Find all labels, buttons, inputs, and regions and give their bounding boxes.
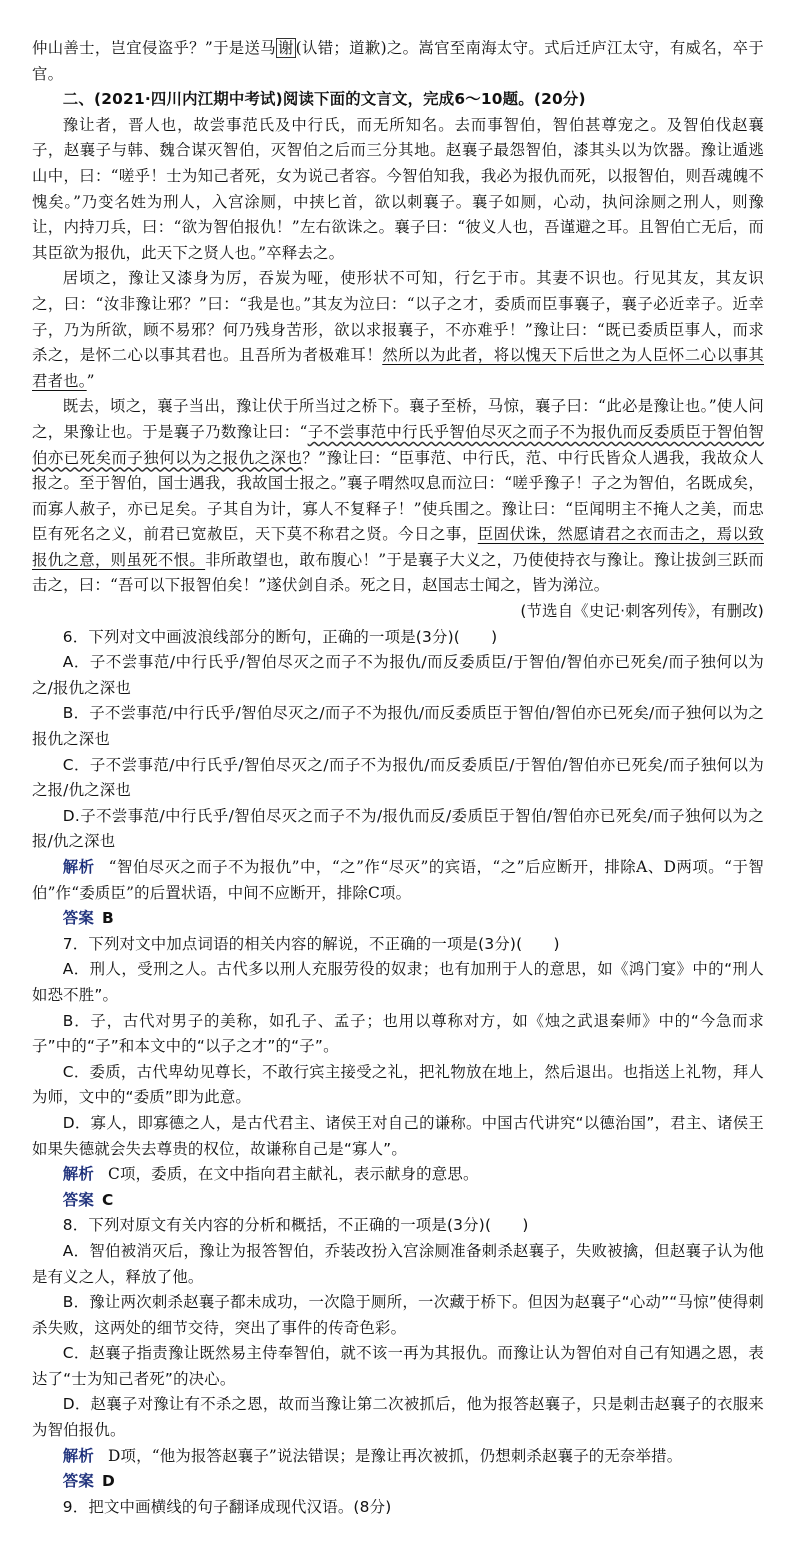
analysis-text: D项，“他为报答赵襄子”说法错误；是豫让再次被抓，仍想刺杀赵襄子的无奈举措。 [107,1446,683,1465]
passage-paragraph-1: 豫让者，晋人也，故尝事范氏及中行氏，而无所知名。去而事智伯，智伯甚尊宠之。及智伯伐赵襄子，赵襄子与韩、魏合谋灭智伯，灭智伯之后而三分其地。赵襄子最怨智伯，漆其头以为饮器。豫让遁逃山中，曰：“嗟乎！士为知己者死，女为说己者容。今智伯知我，我必为报仇而死，以报智伯，则吾魂魄不愧矣。”乃变名姓为刑人，入宫涂厕，中挟匕首，欲以刺襄子。襄子如厕，心动，执问涂厕之刑人，则豫让，内持刀兵，曰：“欲为智伯报仇！”左右欲诛之。襄子曰：“彼义人也，吾谨避之耳。且智伯亡无后，而其臣欲为报仇，此天下之贤人也。”卒释去之。 [32,115,764,262]
question-8-option-c: C．赵襄子指责豫让既然易主侍奉智伯，就不该一再为其报仇。而豫让认为智伯对自己有知遇之恩，表达了“士为知己者死”的决心。 [32,1344,764,1388]
intro-text-continued: (认错；道歉)之。嵩官至南海太守。式后迁庐江太守，有威名，卒于官。 [32,39,764,83]
analysis-text: “智伯尽灭之而子不为报仇”中，“之”作“尽灭”的宾语，“之”后应断开，排除A、D两项。“于智伯”作“委质臣”的后置状语，中间不应断开，排除C项。 [32,858,765,902]
passage-paragraph-3 [32,394,764,599]
question-7-answer [32,1188,764,1214]
passage-text: ？”豫让曰：“臣事范、中行氏，范、中行氏皆众人遇我，我故众人报之。至于智伯，国士遇我，我故国士报之。”襄子喟然叹息而泣曰：“嗟乎豫子！子之为智伯，名既成矣，而寡人赦子，亦已足矣。子其自为计，寡人不复释子！”使兵围之。豫让曰：“臣闻明主不掩人之美，而忠臣有死名之义，前君已宽赦臣，天下莫不称君之贤。今日之事， [32,448,764,544]
question-8-analysis [32,1444,764,1470]
answer-label: 答案 [62,1190,94,1209]
question-6-stem: 6．下列对文中画波浪线部分的断句，正确的一项是(3分)( ) [62,627,498,646]
question-6-option-c: C．子不尝事范/中行氏乎/智伯尽灭之/而子不为报仇/而反委质臣/于智伯/智伯亦已死矣/而子独何以为之报/仇之深也 [32,755,764,800]
question-7-option-c: C．委质，古代卑幼见尊长，不敢行宾主接受之礼，把礼物放在地上，然后退出。也指送上礼物，拜人为师，文中的“委质”即为此意。 [32,1062,764,1107]
passage-text: 非所敢望也，敢布腹心！”于是襄子大义之，乃使使持衣与豫让。豫让拔剑三跃而击之，曰：“吾可以下报智伯矣！”遂伏剑自杀。死之日，赵国志士闻之，皆为涕泣。 [32,550,765,595]
question-7-option-a: A．刑人，受刑之人。古代多以刑人充服劳役的奴隶；也有加刑于人的意思，如《鸿门宴》中的“刑人如恐不胜”。 [32,960,764,1004]
answer-value: B [101,909,114,928]
question-6-answer [32,906,764,932]
document-page [32,36,764,1520]
analysis-label: 解析 [62,1446,94,1465]
question-8-stem: 8．下列对原文有关内容的分析和概括，不正确的一项是(3分)( ) [62,1216,529,1235]
source-citation: (节选自《史记·刺客列传》，有删改) [520,602,764,621]
question-8-option-d: D．赵襄子对豫让有不杀之恩，故而当豫让第二次被抓后，他为报答赵襄子，只是刺击赵襄子的衣服来为智伯报仇。 [32,1395,764,1440]
question-7-option-b: B．子，古代对男子的美称，如孔子、孟子；也用以尊称对方，如《烛之武退秦师》中的“今急而求子”中的“子”和本文中的“以子之才”的“子”。 [32,1011,764,1056]
question-6-analysis [32,855,764,906]
question-6-option-d: D.子不尝事范/中行氏乎/智伯尽灭之而子不为/报仇而反/委质臣于智伯/智伯亦已死矣/而子独何以为之报/仇之深也 [32,806,764,851]
wavy-underlined-sentence: 子不尝事范中行氏乎智伯尽灭之而子不为报仇而反委质臣于智伯智伯亦已死矣而子独何以为之报仇之深也 [32,422,764,467]
intro-text: 仲山善士，岂宜侵盗乎？”于是送马 [32,39,276,57]
analysis-label: 解析 [62,858,95,876]
analysis-text: C项，委质，在文中指向君主献礼，表示献身的意思。 [107,1165,479,1184]
question-9-stem: 9．把文中画横线的句子翻译成现代汉语。(8分) [62,1497,392,1516]
section-heading: 二、(2021·四川内江期中考试)阅读下面的文言文，完成6～10题。(20分) [62,90,586,109]
underlined-sentence-2: 臣固伏诛，然愿请君之衣而击之，焉以致报仇之意，则虽死不恨。 [32,525,764,569]
answer-label: 答案 [62,909,94,928]
passage-paragraph-2 [32,266,764,394]
question-7-option-d: D．寡人，即寡德之人，是古代君主、诸侯王对自己的谦称。中国古代讲究“以德治国”，君主、诸侯王如果失德就会失去尊贵的权位，故谦称自己是“寡人”。 [32,1113,764,1158]
answer-label: 答案 [62,1472,94,1491]
question-8-option-b: B．豫让两次刺杀赵襄子都未成功，一次隐于厕所，一次藏于桥下。但因为赵襄子“心动”“马惊”使得刺杀失败，这两处的细节交待，突出了事件的传奇色彩。 [32,1293,764,1337]
passage-text: ” [86,371,95,390]
question-8-answer [32,1469,764,1495]
analysis-label: 解析 [62,1165,94,1184]
question-6-option-b: B．子不尝事范/中行氏乎/智伯尽灭之/而子不为报仇/而反委质臣于智伯/智伯亦已死矣/而子独何以为之报仇之深也 [32,704,764,749]
boxed-character: 谢 [277,39,294,57]
question-8-option-a: A．智伯被消灭后，豫让为报答智伯，乔装改扮入宫涂厕准备刺杀赵襄子，失败被擒，但赵襄子认为他是有义之人，释放了他。 [32,1241,764,1286]
passage-text: 既去，顷之，襄子当出，豫让伏于所当过之桥下。襄子至桥，马惊，襄子曰：“此必是豫让也。”使人问之，果豫让也。于是襄子乃数豫让曰：“ [32,397,764,441]
answer-value: D [101,1472,115,1491]
underlined-sentence-1: 然所以为此者，将以愧天下后世之为人臣怀二心以事其君者也。 [32,346,764,390]
question-7-stem: 7．下列对文中加点词语的相关内容的解说，不正确的一项是(3分)( ) [62,934,560,953]
question-6-option-a: A．子不尝事范/中行氏乎/智伯尽灭之而子不为报仇/而反委质臣/于智伯/智伯亦已死矣/而子独何以为之/报仇之深也 [32,653,764,697]
intro-paragraph [32,36,764,87]
question-7-analysis [32,1162,764,1188]
passage-text: 居顷之，豫让又漆身为厉，吞炭为哑，使形状不可知，行乞于市。其妻不识也。行见其友，其友识之，曰：“汝非豫让邪？”曰：“我是也。”其友为泣曰：“以子之才，委质而臣事襄子，襄子必近幸子。近幸子，乃为所欲，顾不易邪？何乃残身苦形，欲以求报襄子，不亦难乎！”豫让曰：“既已委质臣事人，而求杀之，是怀二心以事其君也。且吾所为者极难耳！ [32,269,764,365]
answer-value: C [101,1190,114,1209]
